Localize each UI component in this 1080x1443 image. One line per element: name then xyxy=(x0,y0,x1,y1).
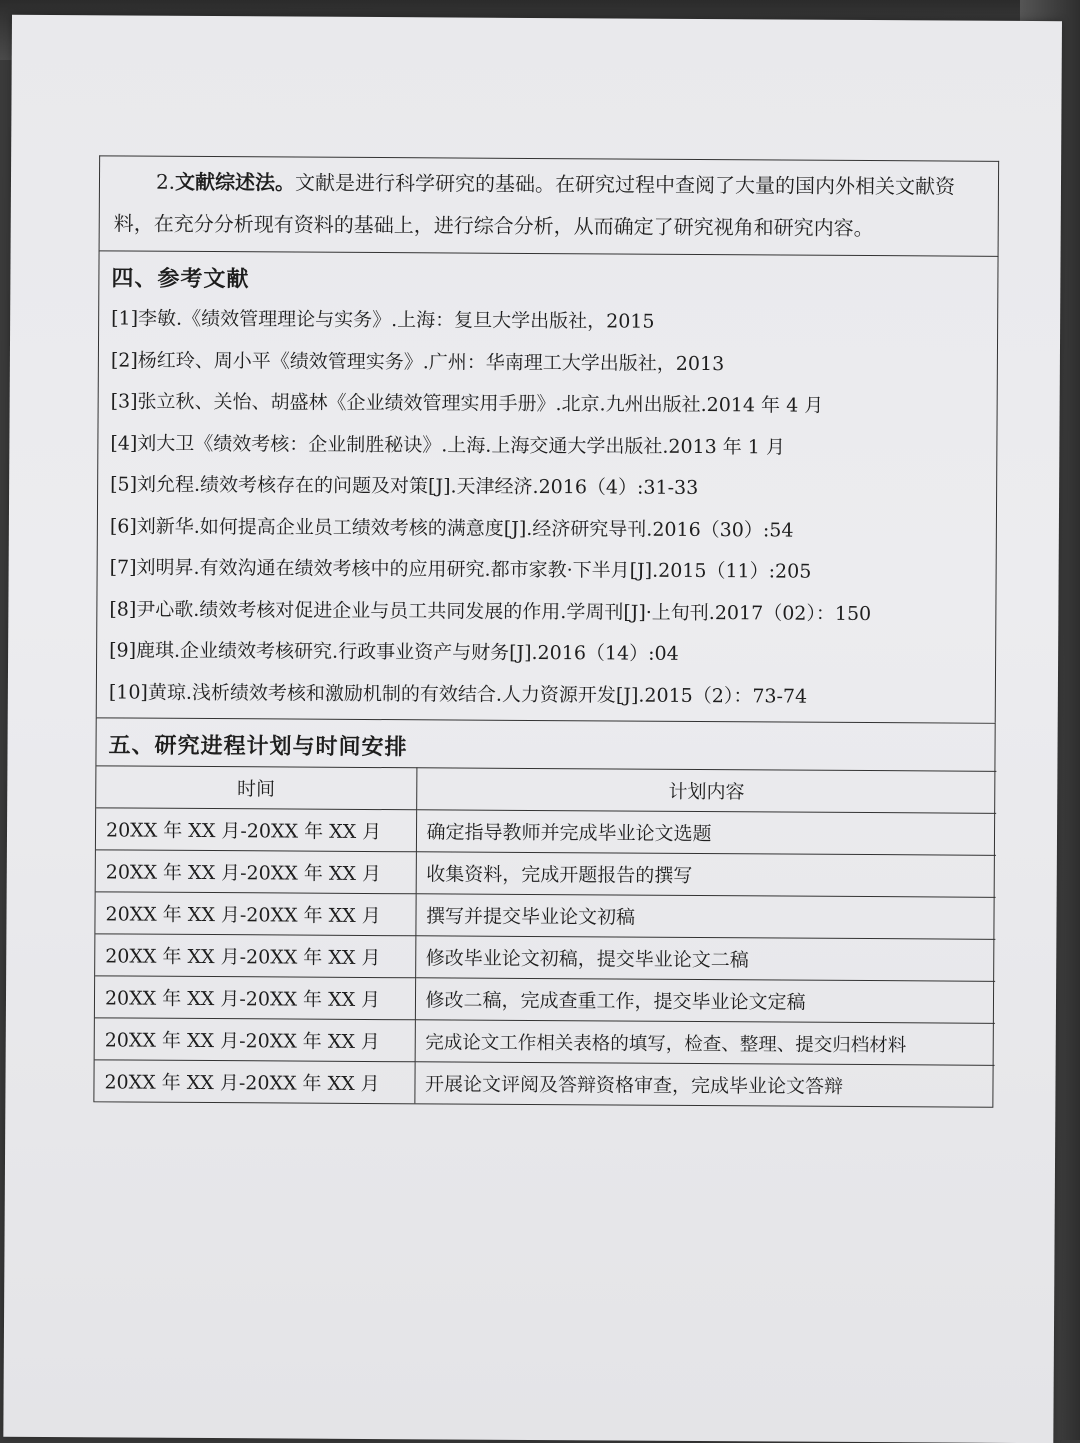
plan-row-content: 修改二稿，完成查重工作，提交毕业论文定稿 xyxy=(415,978,995,1024)
method-text: 文献是进行科学研究的基础。在研究过程中查阅了大量的国内外相关文献资料，在充分分析现有资料的基础上，进行综合分析，从而确定了研究视角和研究内容。 xyxy=(113,170,956,241)
reference-item-5: [5]刘允程.绩效考核存在的问题及对策[J].天津经济.2016（4）:31-33 xyxy=(110,473,699,499)
plan-table xyxy=(94,765,996,1106)
plan-heading: 五、研究进程计划与时间安排 xyxy=(108,733,408,761)
references-box xyxy=(96,250,999,722)
method-paragraph-box xyxy=(99,155,1000,255)
reference-item-8: [8]尹心歌.绩效考核对促进企业与员工共同发展的作用.学周刊[J]·上旬刊.2017（02）：150 xyxy=(109,597,872,625)
plan-col-time-header: 时间 xyxy=(96,766,416,810)
plan-row xyxy=(95,892,995,939)
plan-row-time: 20XX 年 XX 月-20XX 年 XX 月 xyxy=(95,892,415,936)
references-heading: 四、参考文献 xyxy=(111,266,250,293)
reference-item-1: [1]李敏.《绩效管理理论与实务》.上海：复旦大学出版社，2015 xyxy=(111,307,655,333)
plan-row-time: 20XX 年 XX 月-20XX 年 XX 月 xyxy=(95,1018,415,1062)
plan-row xyxy=(96,808,996,855)
method-number: 2. xyxy=(155,169,176,194)
reference-item-9: [9]鹿琪.企业绩效考核研究.行政事业资产与财务[J].2016（14）:04 xyxy=(109,639,679,665)
reference-item-3: [3]张立秋、关怡、胡盛林《企业绩效管理实用手册》.北京.九州出版社.2014 年 4 月 xyxy=(110,390,824,417)
plan-row-content: 确定指导教师并完成毕业论文选题 xyxy=(416,810,996,856)
reference-item-10: [10]黄琼.浅析绩效考核和激励机制的有效结合.人力资源开发[J].2015（2）：73-74 xyxy=(108,680,808,708)
plan-row-content: 撰写并提交毕业论文初稿 xyxy=(415,894,995,940)
plan-row xyxy=(95,1018,995,1065)
form-table xyxy=(93,155,999,1107)
plan-row-time: 20XX 年 XX 月-20XX 年 XX 月 xyxy=(94,1060,414,1103)
plan-col-content-header: 计划内容 xyxy=(416,768,996,814)
plan-row-time: 20XX 年 XX 月-20XX 年 XX 月 xyxy=(96,808,416,852)
reference-item-2: [2]杨红玲、周小平《绩效管理实务》.广州：华南理工大学出版社，2013 xyxy=(110,348,725,375)
reference-list xyxy=(97,298,998,722)
plan-row-content: 开展论文评阅及答辩资格审查，完成毕业论文答辩 xyxy=(414,1062,994,1107)
plan-row-content: 修改毕业论文初稿，提交毕业论文二稿 xyxy=(415,936,995,982)
paper-sheet xyxy=(3,15,1062,1443)
plan-row-time: 20XX 年 XX 月-20XX 年 XX 月 xyxy=(95,976,415,1020)
plan-row xyxy=(95,934,995,981)
plan-row-content: 收集资料，完成开题报告的撰写 xyxy=(416,852,996,898)
plan-box xyxy=(93,717,995,1107)
method-title: 文献综述法。 xyxy=(175,169,296,195)
plan-row-time: 20XX 年 XX 月-20XX 年 XX 月 xyxy=(96,850,416,894)
plan-row-time: 20XX 年 XX 月-20XX 年 XX 月 xyxy=(95,934,415,978)
plan-row-content: 完成论文工作相关表格的填写，检查、整理、提交归档材料 xyxy=(415,1020,995,1066)
plan-header-row xyxy=(96,766,996,813)
reference-item-7: [7]刘明昇.有效沟通在绩效考核中的应用研究.都市家教·下半月[J].2015（11）:205 xyxy=(109,556,812,583)
reference-item-4: [4]刘大卫《绩效考核：企业制胜秘诀》.上海.上海交通大学出版社.2013 年 1 月 xyxy=(110,431,786,459)
plan-row xyxy=(95,976,995,1023)
reference-item-6: [6]刘新华.如何提高企业员工绩效考核的满意度[J].经济研究导刊.2016（30）:54 xyxy=(109,514,794,542)
plan-row xyxy=(96,850,996,897)
plan-row xyxy=(94,1060,994,1107)
